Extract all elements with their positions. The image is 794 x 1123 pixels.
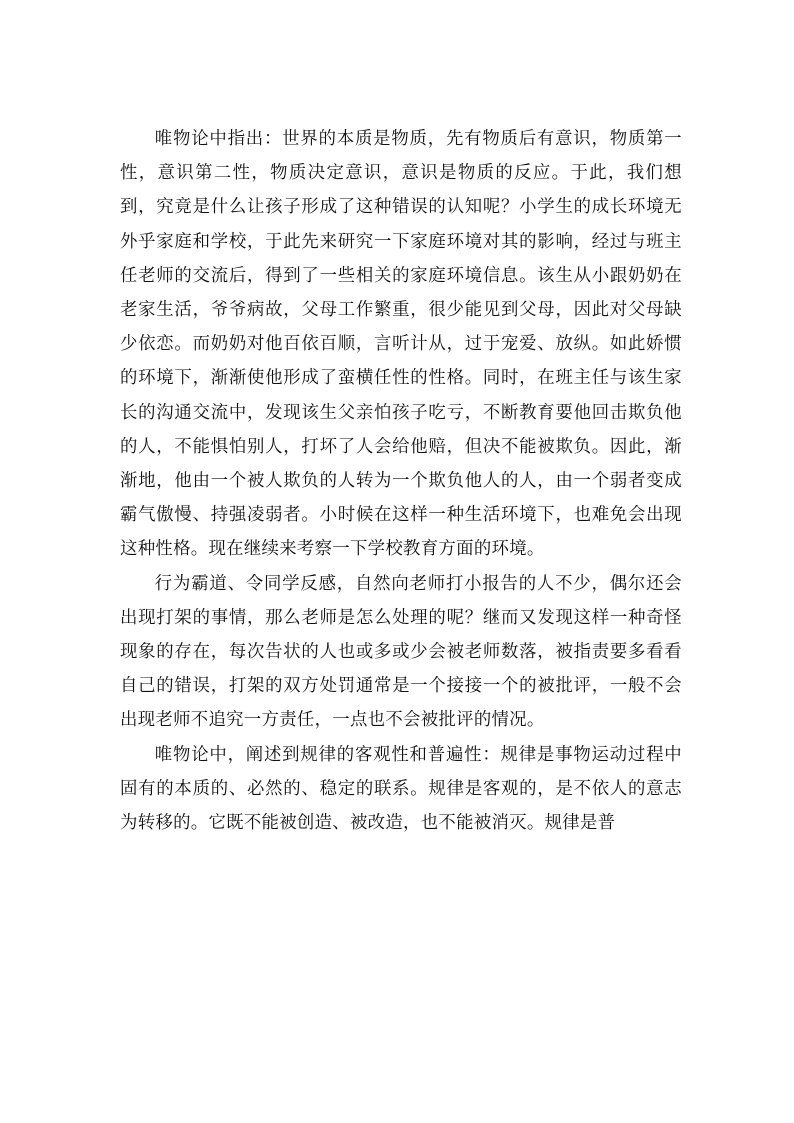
paragraph-3: 唯物论中，阐述到规律的客观性和普遍性：规律是事物运动过程中固有的本质的、必然的、稳定的联系。规律是客观的，是不依人的意志为转移的。它既不能被创造、被改造，也不能被消灭。规律是普 [120, 744, 682, 834]
paragraph-2: 行为霸道、令同学反感，自然向老师打小报告的人不少，偶尔还会出现打架的事情，那么老师是怎么处理的呢？继而又发现这样一种奇怪现象的存在，每次告状的人也或多或少会被老师数落，被指责要多看看自己的错误，打架的双方处罚通常是一个接接一个的被批评，一般不会出现老师不追究一方责任，一点也不会被批评的情况。 [120, 573, 682, 731]
paragraph-1: 唯物论中指出：世界的本质是物质，先有物质后有意识，物质第一性，意识第二性，物质决定意识，意识是物质的反应。于此，我们想到，究竟是什么让孩子形成了这种错误的认知呢？小学生的成长环境无外乎家庭和学校，于此先来研究一下家庭环境对其的影响，经过与班主任老师的交流后，得到了一些相关的家庭环境信息。该生从小跟奶奶在老家生活，爷爷病故，父母工作繁重，很少能见到父母，因此对父母缺少依恋。而奶奶对他百依百顺，言听计从，过于宠爱、放纵。如此娇惯的环境下，渐渐使他形成了蛮横任性的性格。同时，在班主任与该生家长的沟通交流中，发现该生父亲怕孩子吃亏，不断教育要他回击欺负他的人，不能惧怕别人，打坏了人会给他赔，但决不能被欺负。因此，渐渐地，他由一个被人欺负的人转为一个欺负他人的人，由一个弱者变成霸气傲慢、持强凌弱者。小时候在这样一种生活环境下，也难免会出现这种性格。现在继续来考察一下学校教育方面的环境。 [120, 129, 682, 560]
document-body [120, 122, 682, 840]
